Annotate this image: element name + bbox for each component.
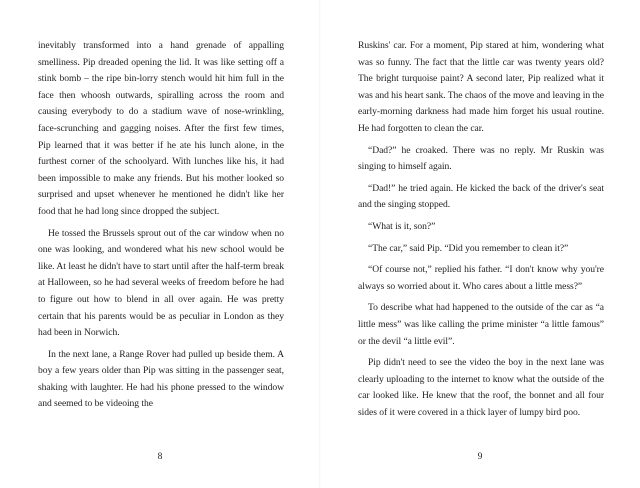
page-number-right: 9 xyxy=(477,452,483,462)
paragraph: He tossed the Brussels sprout out of the car window when no one was looking, and wondered what his new school would be like. At least he didn't have to start until after the half-term break at Halloween, so he had several weeks of freedom before he had to figure out how to blend in all over again. He was pretty certain that his parents would be as peculiar in London as they had been in Norwich. xyxy=(38,227,284,339)
paragraph: Ruskins' car. For a moment, Pip stared at him, wondering what was so funny. The fact that the little car was twenty years old? The bright turquoise paint? A second later, Pip realized what it was and his heart sank. The chaos of the move and leaving in the early-morning darkness had made him forget his usual routine. He had forgotten to clean the car. xyxy=(358,40,604,134)
paragraph: “The car,” said Pip. “Did you remember to clean it?” xyxy=(368,242,569,254)
paragraph: “Of course not,” replied his father. “I don't know why you're always so worried about it. Who cares about a little mess?” xyxy=(358,264,604,292)
right-page xyxy=(320,0,640,488)
paragraph: “Dad?” he croaked. There was no reply. Mr Ruskin was singing to himself again. xyxy=(358,144,604,173)
page-number-left: 8 xyxy=(157,452,163,462)
paragraph: In the next lane, a Range Rover had pulled up beside them. A boy a few years older than Pip was sitting in the passenger seat, shaking with laughter. He had his phone pressed to the window and seemed to be videoing the xyxy=(38,348,284,410)
right-page-text xyxy=(358,38,604,421)
paragraph: To describe what had happened to the outside of the car as “a little mess” was like calling the prime minister “a little famous” or the devil “a little evil”. xyxy=(358,302,604,347)
paragraph: inevitably transformed into a hand grenade of appalling smelliness. Pip dreaded opening the lid. It was like setting off a stink bomb – the ripe bin-lorry stench would hit him full in the face then whoosh outwards, spiralling across the room and causing everybody to do a stadium wave of nose-wrinkling, face-scrunching and gagging noises. After the first few times, Pip learned that it was better if he ate his lunch alone, in the furthest corner of the schoolyard. With lunches like his, it had been impossible to make any friends. But his mother looked so surprised and upset whenever he mentioned he didn't like her food that he had long since dropped the subject. xyxy=(38,40,284,217)
paragraph: Pip didn't need to see the video the boy in the next lane was clearly uploading to the internet to know what the outside of the car looked like. He knew that the roof, the bonnet and all four sides of it were covered in a thick layer of lumpy bird poo. xyxy=(358,357,604,418)
left-page-text xyxy=(38,38,284,413)
paragraph: “What is it, son?” xyxy=(368,220,436,232)
paragraph: “Dad!” he tried again. He kicked the back of the driver's seat and the singing stopped. xyxy=(358,182,604,211)
